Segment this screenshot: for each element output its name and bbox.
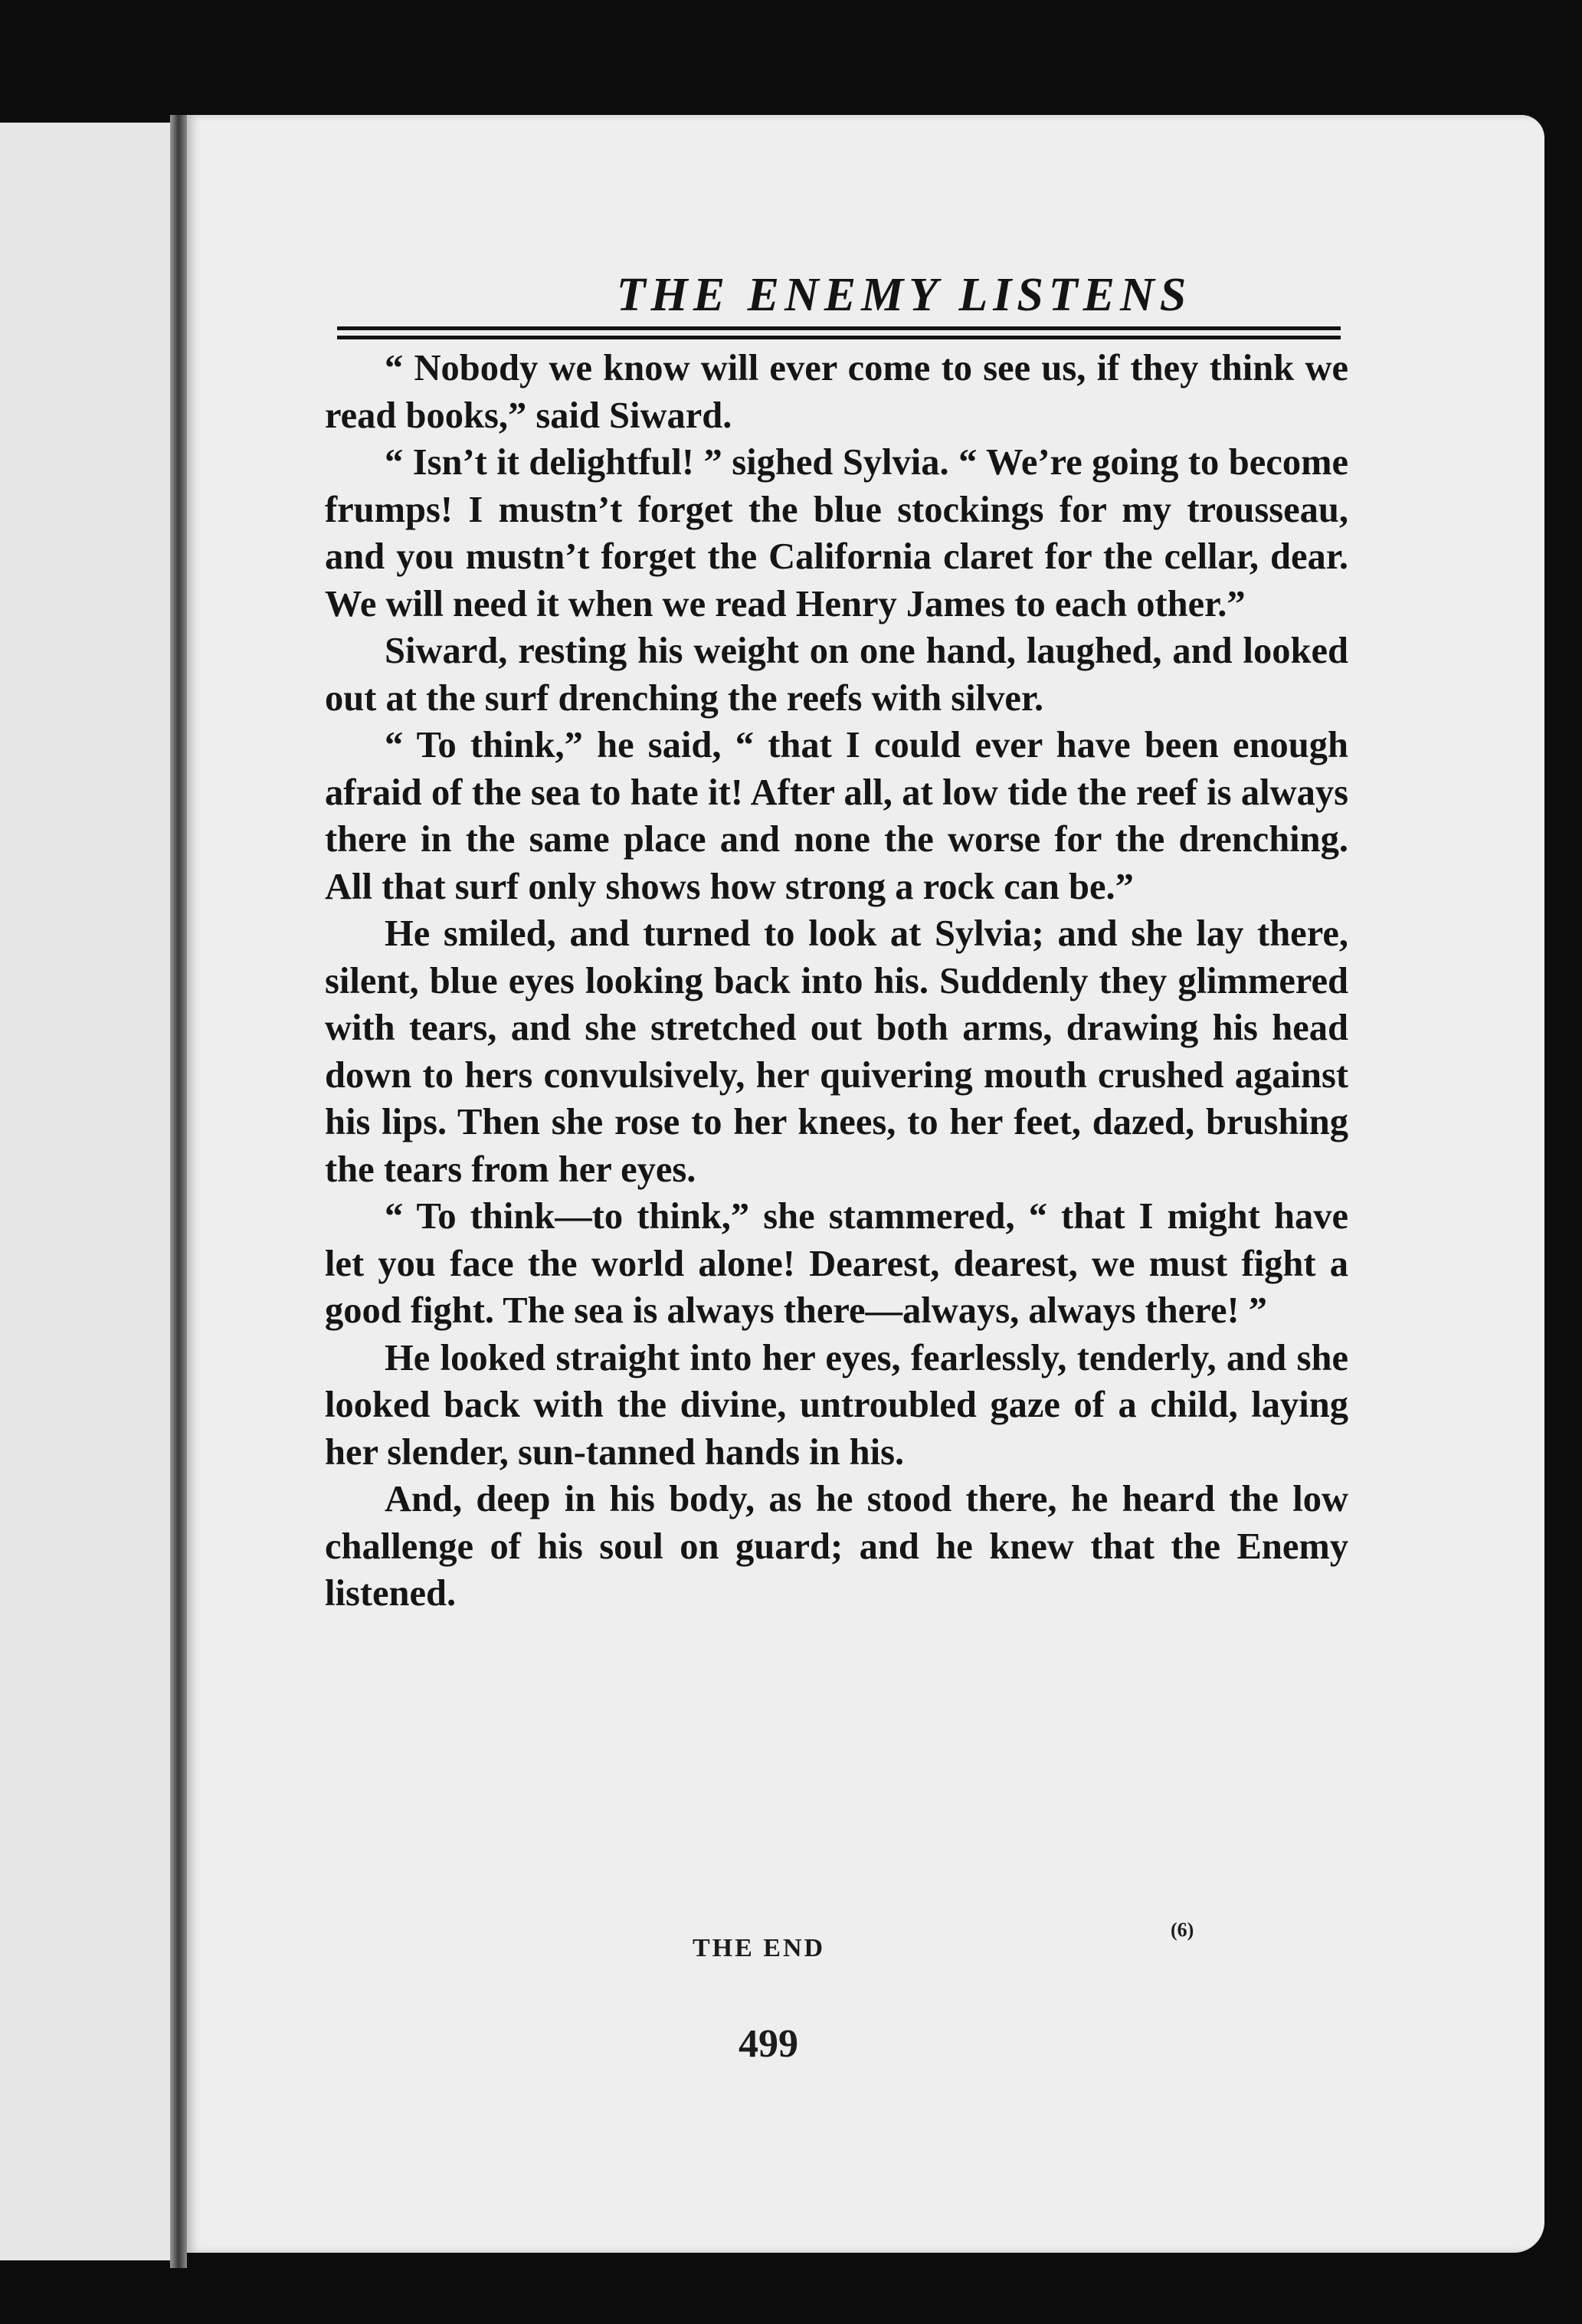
header-rule-double xyxy=(337,336,1341,339)
end-mark: THE END xyxy=(693,1934,826,1962)
paragraph: Siward, resting his weight on one hand, laughed, and looked out at the surf drenching the reefs with silver. xyxy=(325,631,1348,719)
paragraph: And, deep in his body, as he stood there, he heard the low challenge of his soul on guard; and he knew that the Enemy listened. xyxy=(325,1479,1348,1614)
paragraph: “ To think,” he said, “ that I could ever have been enough afraid of the sea to hate it! After all, at low tide the reef is always there in the same place and none the worse for the drenching. All that surf only shows how strong a rock can be.” xyxy=(325,725,1348,907)
paragraph: “ Nobody we know will ever come to see us, if they think we read books,” said Siward. xyxy=(325,348,1348,436)
paragraph: “ Isn’t it delightful! ” sighed Sylvia. “ We’re going to become frumps! I mustn’t forget the blue stockings for my trousseau, and you mustn’t forget the California claret for the cellar, dear. We will need it when we read Henry James to each other.” xyxy=(325,442,1348,624)
running-header: THE ENEMY LISTENS xyxy=(616,269,1192,321)
left-page-edge xyxy=(0,123,181,2260)
paragraph: “ To think—to think,” she stammered, “ that I might have let you face the world alone! Dearest, dearest, we must fight a good fight. The sea is always there—always, always there! ” xyxy=(325,1196,1348,1331)
signature-mark: (6) xyxy=(1171,1919,1194,1941)
book-page xyxy=(187,115,1544,2253)
body-text xyxy=(325,345,1348,1618)
paragraph: He looked straight into her eyes, fearlessly, tenderly, and she looked back with the divine, untroubled gaze of a child, laying her slender, sun-tanned hands in his. xyxy=(325,1337,1348,1473)
book-spine xyxy=(170,115,187,2268)
header-rule xyxy=(337,326,1341,330)
paragraph: He smiled, and turned to look at Sylvia; and she lay there, silent, blue eyes looking back into his. Suddenly they glimmered with tears, and she stretched out both arms, drawing his head down to hers convulsively, her quivering mouth crushed against his lips. Then she rose to her knees, to her feet, dazed, brushing the tears from her eyes. xyxy=(325,913,1348,1190)
page-number: 499 xyxy=(739,2022,798,2066)
